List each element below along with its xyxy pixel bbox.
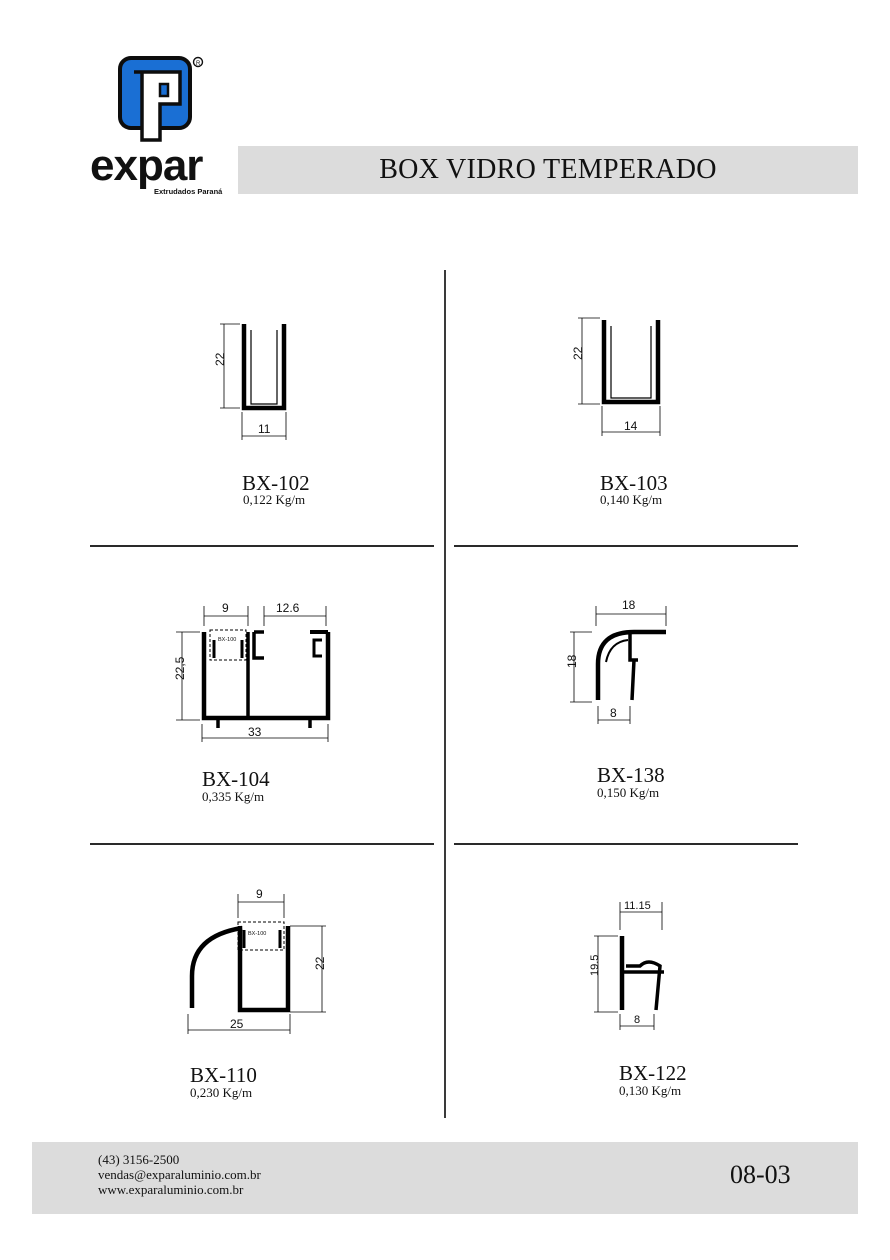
dimension-label: 22 <box>313 956 327 970</box>
dimension-label: 11 <box>258 422 271 436</box>
row-divider <box>90 545 434 547</box>
contact-email[interactable]: vendas@exparaluminio.com.br <box>98 1167 261 1182</box>
dimension-label: 22 <box>571 346 585 360</box>
product-weight: 0,335 Kg/m <box>202 789 265 804</box>
profile-drawing-bx-138 <box>556 596 686 736</box>
product-weight: 0,122 Kg/m <box>243 492 306 507</box>
contact-website[interactable]: www.exparaluminio.com.br <box>98 1182 244 1197</box>
profile-drawing-bx-102 <box>200 316 310 446</box>
insert-label: BX-100 <box>218 637 237 643</box>
product-code: BX-102 <box>242 471 310 495</box>
profile-drawing-bx-103 <box>562 312 672 442</box>
dimension-label: 19.5 <box>589 954 601 976</box>
dimension-label: 18 <box>622 598 636 612</box>
product-code: BX-138 <box>597 763 665 787</box>
profile-drawing-bx-110 <box>178 884 338 1034</box>
dimension-label: 9 <box>222 601 229 615</box>
dimension-label: 8 <box>610 706 617 720</box>
product-weight: 0,130 Kg/m <box>619 1083 682 1098</box>
page-title-bar <box>238 146 858 194</box>
product-code: BX-110 <box>190 1063 257 1087</box>
product-code: BX-103 <box>600 471 668 495</box>
product-weight: 0,230 Kg/m <box>190 1085 253 1100</box>
dimension-label: 25 <box>230 1017 244 1031</box>
product-weight: 0,140 Kg/m <box>600 492 663 507</box>
contact-block <box>98 1152 261 1197</box>
row-divider <box>454 545 798 547</box>
contact-phone: (43) 3156-2500 <box>98 1152 180 1167</box>
insert-label: BX-100 <box>248 931 267 937</box>
dimension-label: 22 <box>213 352 227 366</box>
dimension-label: 9 <box>256 887 263 901</box>
registered-mark: R <box>196 61 201 67</box>
product-weight: 0,150 Kg/m <box>597 785 660 800</box>
dimension-label: 8 <box>634 1014 641 1026</box>
profile-drawing-bx-104 <box>160 596 340 746</box>
dimension-label: 22,5 <box>173 656 187 680</box>
brand-tagline: Extrudados Paraná <box>154 187 223 196</box>
expar-logo <box>88 52 238 202</box>
column-divider <box>444 270 446 1118</box>
product-code: BX-104 <box>202 767 270 791</box>
row-divider <box>90 843 434 845</box>
row-divider <box>454 843 798 845</box>
dimension-label: 18 <box>565 654 579 668</box>
page-title: BOX VIDRO TEMPERADO <box>379 154 717 185</box>
dimension-label: 14 <box>624 419 638 433</box>
profile-drawing-bx-122 <box>576 896 686 1036</box>
dimension-label: 11.15 <box>624 900 651 912</box>
product-code: BX-122 <box>619 1061 687 1085</box>
brand-name: expar <box>90 141 203 190</box>
dimension-label: 33 <box>248 725 262 739</box>
dimension-label: 12.6 <box>276 601 300 615</box>
page-number: 08-03 <box>730 1160 791 1189</box>
